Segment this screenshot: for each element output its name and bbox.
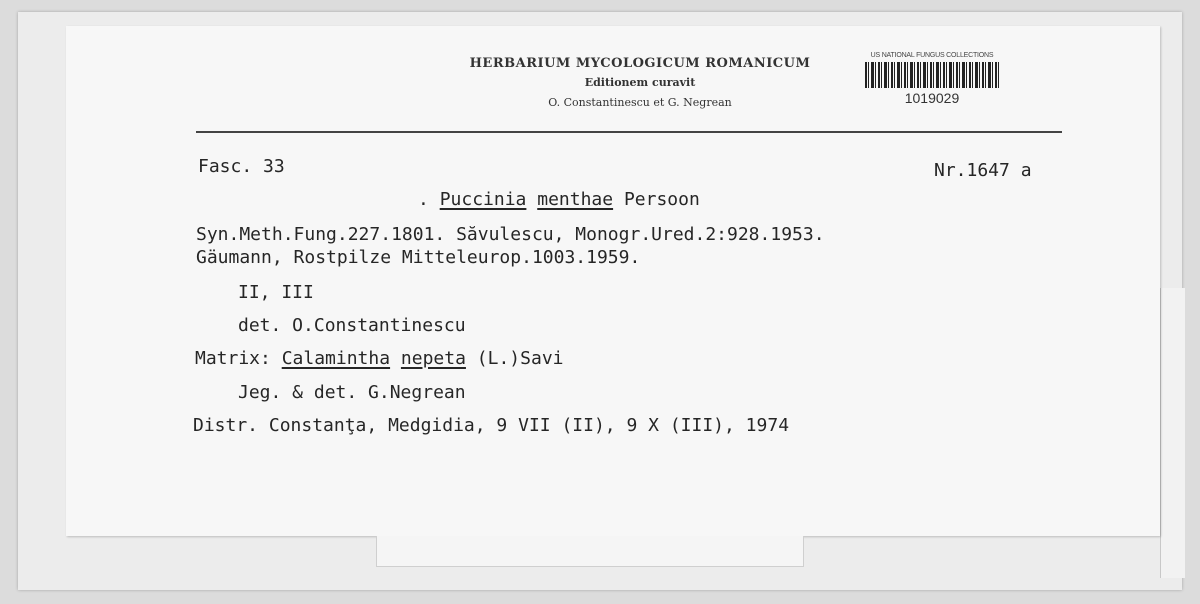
species-genus: Puccinia — [439, 189, 527, 210]
host-author: (L.)Savi — [476, 348, 564, 369]
header-divider — [196, 131, 1062, 133]
barcode-number: 1019029 — [904, 90, 960, 106]
spore-stages: II, III — [238, 282, 314, 303]
barcode-label — [858, 52, 1006, 120]
host-epithet: nepeta — [400, 348, 466, 369]
collector-line: Jeg. & det. G.Negrean — [238, 382, 466, 403]
barcode-icon — [865, 62, 999, 88]
specimen-number: Nr.1647 a — [934, 160, 1032, 181]
locality-line: Distr. Constanţa, Medgidia, 9 VII (II), 9 X (III), 1974 — [193, 415, 790, 436]
species-name — [418, 189, 700, 210]
sheet-edge — [1160, 288, 1185, 578]
header-title: HERBARIUM MYCOLOGICUM ROMANICUM — [469, 56, 811, 71]
label-header — [440, 56, 840, 109]
matrix-line — [195, 348, 564, 369]
species-dot: . — [418, 189, 429, 210]
synonymy-line-1: Syn.Meth.Fung.227.1801. Săvulescu, Monogr.Ured.2:928.1953. — [196, 224, 825, 245]
barcode-caption: US NATIONAL FUNGUS COLLECTIONS — [870, 52, 994, 59]
fascicle-number: Fasc. 33 — [198, 156, 285, 177]
header-editors: O. Constantinescu et G. Negrean — [548, 96, 732, 109]
host-genus: Calamintha — [281, 348, 391, 369]
matrix-label: Matrix: — [195, 348, 271, 369]
label-tab — [376, 536, 804, 567]
species-epithet: menthae — [537, 189, 614, 210]
species-author: Persoon — [623, 189, 700, 210]
header-editor-note: Editionem curavit — [584, 76, 696, 89]
determiner: det. O.Constantinescu — [238, 315, 466, 336]
synonymy-line-2: Gäumann, Rostpilze Mitteleurop.1003.1959. — [196, 247, 641, 268]
